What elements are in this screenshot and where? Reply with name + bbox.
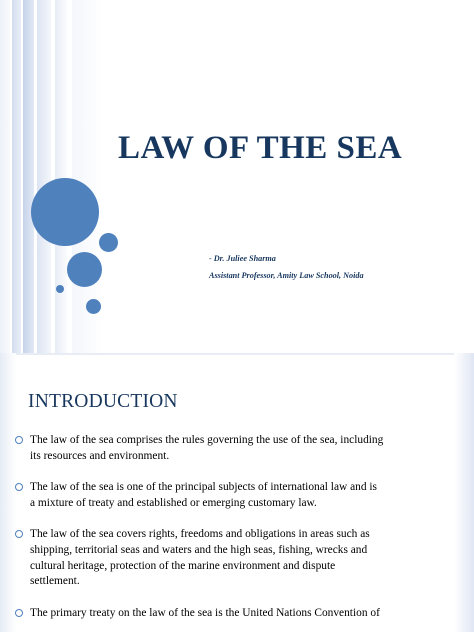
stripe — [37, 0, 51, 353]
decorative-circle-medium — [67, 252, 102, 287]
bullet-line: its resources and environment. — [30, 449, 170, 462]
introduction-slide — [0, 353, 474, 632]
stripe — [0, 0, 10, 353]
decorative-circle-small — [99, 233, 118, 252]
bullet-line: settlement. — [30, 575, 80, 588]
list-item — [14, 480, 464, 511]
decorative-circle-tiny — [56, 285, 64, 293]
list-item — [14, 527, 464, 589]
list-item — [14, 606, 464, 622]
stripe — [55, 0, 67, 353]
stripe — [12, 0, 21, 353]
bullet-icon — [15, 483, 23, 491]
stripe — [23, 0, 34, 353]
author-affiliation: Assistant Professor, Amity Law School, Noida — [209, 271, 364, 280]
decorative-circle-large — [31, 178, 99, 246]
bullet-icon — [15, 609, 23, 617]
slide-title: LAW OF THE SEA — [118, 130, 403, 166]
author-name: - Dr. Juliee Sharma — [209, 254, 276, 263]
decorative-circle-small — [86, 299, 101, 314]
bullet-line: The primary treaty on the law of the sea is the United Nations Convention of — [30, 606, 380, 619]
bullet-list — [14, 433, 464, 621]
bullet-line: shipping, territorial seas and waters and the high seas, fishing, wrecks and — [30, 543, 368, 556]
section-title: INTRODUCTION — [28, 391, 178, 412]
bullet-line: cultural heritage, protection of the marine environment and dispute — [30, 559, 336, 572]
bullet-icon — [15, 530, 23, 538]
slide-divider — [0, 353, 474, 355]
bullet-line: a mixture of treaty and established or emerging customary law. — [30, 496, 317, 509]
bullet-icon — [15, 436, 23, 444]
bullet-line: The law of the sea comprises the rules governing the use of the sea, including — [30, 434, 384, 446]
bullet-line: The law of the sea is one of the principal subjects of international law and is — [30, 481, 377, 494]
bullet-line: The law of the sea covers rights, freedoms and obligations in areas such as — [30, 528, 370, 541]
list-item — [14, 433, 464, 464]
